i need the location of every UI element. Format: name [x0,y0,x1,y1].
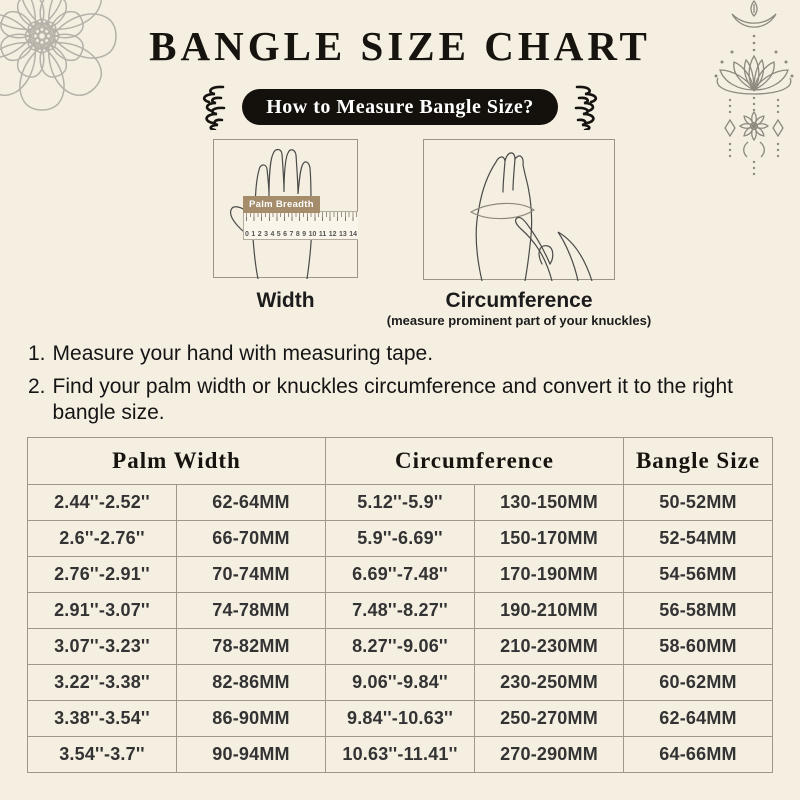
ruler-numbers [245,231,357,238]
table-row [28,629,773,665]
table-cell: 52-54MM [624,521,773,557]
table-cell: 82-86MM [177,665,326,701]
table-cell: 150-170MM [475,521,624,557]
subtitle-row [0,84,800,130]
circumference-caption-title: Circumference [445,289,593,312]
flourish-right-icon [571,84,609,130]
table-cell: 2.76''-2.91'' [28,557,177,593]
width-illustration-box [213,139,358,278]
table-cell: 50-52MM [624,485,773,521]
instruction-number: 1. [28,342,46,365]
ruler-number: 9 [302,231,307,238]
table-cell: 62-64MM [624,701,773,737]
header-circumference: Circumference [326,438,624,485]
ruler-number: 10 [308,231,317,238]
table-row [28,701,773,737]
table-cell: 86-90MM [177,701,326,737]
table-cell: 230-250MM [475,665,624,701]
table-cell: 56-58MM [624,593,773,629]
table-cell: 250-270MM [475,701,624,737]
hands-measuring-tape-icon [424,140,616,281]
instruction-text: Find your palm width or knuckles circumference and convert it to the right bangle size. [52,375,733,424]
circumference-illustration-box [423,139,615,280]
table-row [28,665,773,701]
table-cell: 130-150MM [475,485,624,521]
table-cell: 270-290MM [475,737,624,773]
table-cell: 64-66MM [624,737,773,773]
bangle-size-table [27,437,773,773]
header-palm-width: Palm Width [28,438,326,485]
table-cell: 54-56MM [624,557,773,593]
ruler-number: 3 [264,231,268,238]
page-title: BANGLE SIZE CHART [149,23,651,69]
table-cell: 60-62MM [624,665,773,701]
table-cell: 66-70MM [177,521,326,557]
size-table-body [28,485,773,773]
circumference-caption [378,289,660,328]
table-cell: 58-60MM [624,629,773,665]
table-cell: 3.54''-3.7'' [28,737,177,773]
table-cell: 190-210MM [475,593,624,629]
instructions [28,341,740,433]
table-cell: 74-78MM [177,593,326,629]
table-cell: 10.63''-11.41'' [326,737,475,773]
table-cell: 70-74MM [177,557,326,593]
ruler-number: 12 [328,231,337,238]
table-cell: 3.07''-3.23'' [28,629,177,665]
ruler-number: 2 [257,231,262,238]
instruction-number: 2. [28,375,46,398]
table-header-row [28,438,773,485]
table-cell: 5.9''-6.69'' [326,521,475,557]
instruction-text: Measure your hand with measuring tape. [52,342,434,365]
table-cell: 2.91''-3.07'' [28,593,177,629]
ruler-number: 4 [270,231,275,238]
ruler-number: 7 [289,231,294,238]
how-to-measure-pill: How to Measure Bangle Size? [242,89,558,125]
table-cell: 3.38''-3.54'' [28,701,177,737]
table-cell: 170-190MM [475,557,624,593]
table-row [28,521,773,557]
table-cell: 62-64MM [177,485,326,521]
table-row [28,593,773,629]
circumference-caption-note: (measure prominent part of your knuckles) [386,313,652,328]
ruler-number: 13 [338,231,347,238]
table-cell: 210-230MM [475,629,624,665]
palm-breadth-label: Palm Breadth [243,196,320,213]
table-row [28,557,773,593]
ruler [243,211,358,240]
ruler-number: 11 [318,231,327,238]
ruler-number: 1 [251,231,256,238]
table-cell: 7.48''-8.27'' [326,593,475,629]
table-cell: 8.27''-9.06'' [326,629,475,665]
table-cell: 9.84''-10.63'' [326,701,475,737]
table-row [28,485,773,521]
table-cell: 2.44''-2.52'' [28,485,177,521]
flourish-left-icon [191,84,229,130]
instruction-step-1 [28,341,740,367]
table-row [28,737,773,773]
table-cell: 6.69''-7.48'' [326,557,475,593]
ruler-number: 14 [349,231,357,238]
table-cell: 2.6''-2.76'' [28,521,177,557]
header-bangle-size: Bangle Size [624,438,773,485]
ruler-number: 8 [295,231,300,238]
table-cell: 78-82MM [177,629,326,665]
table-cell: 90-94MM [177,737,326,773]
table-cell: 3.22''-3.38'' [28,665,177,701]
ruler-number: 5 [276,231,281,238]
table-cell: 5.12''-5.9'' [326,485,475,521]
ruler-number: 6 [283,231,288,238]
instruction-step-2 [28,374,740,426]
table-cell: 9.06''-9.84'' [326,665,475,701]
width-caption: Width [256,289,315,312]
ruler-number: 0 [245,231,249,238]
